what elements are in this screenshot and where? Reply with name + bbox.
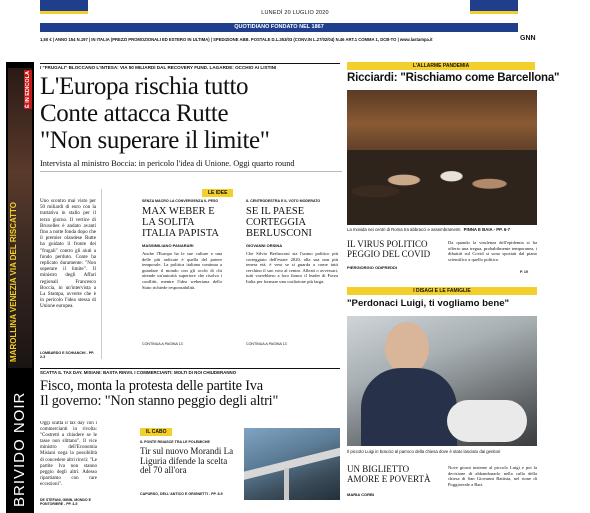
second-byline: DE STEFANI, GIBIN, MONDO E PONTORIERE - PP. 4-5 [40,498,91,506]
second-headline [40,379,342,409]
right1-sub-body: Da quando la virulenza dell'epidemia si ha offerto una tregua, probabilmente temporanea, i dibattiti sul Covid si sono spostati dal piano scientifico a quello politico. [448,240,537,262]
main-headline [40,73,342,154]
main-byline: LOMBARDO E SCHIANCHI - PP. 2-3 [40,351,95,359]
gnn-logo: GNN [520,35,536,42]
right2-label: I DISAGI E LE FAMIGLIE [347,287,537,295]
idee-left-author: MASSIMILIANO PANARARI [142,243,194,248]
masthead-date: LUNEDÌ 20 LUGLIO 2020 [261,10,329,16]
main-headline-line: L'Europa rischia tutto [40,73,249,100]
second-kicker: SCATTA IL TAX DAY. MISIANI: BASTA RINVII. I COMMERCIANTI: MOLTI DI NOI CHIUDERANNO [40,368,340,375]
second-headline-line: Il governo: "Non stanno peggio degli altri" [40,393,279,409]
main-body: Uno scontro mai visto per 50 miliardi di euro con la trattativa in stallo per il terzo giorno. Il vertice di Bruxelles è andato avanti fino a notte fonda dopo che il premier olandese Rutte ha guidato il fronte dei "frugali" contro gli aiuti a fondo perduto. Conte ha replicato duramente: "Non superare il limite". Il ministro degli Affari regionali Francesco Boccia, in un'intervista a La Stampa, avverte che è in pericolo l'idea stessa di Unione europea. [40,198,96,310]
right2-sub-author: MARIA CORBI [347,492,374,497]
priest-body [361,368,457,446]
main-kicker: I "FRUGALI" BLOCCANO L'INTESA: VIA 50 MILIARDI DAL RECOVERY FUND. LAGARDE: OCCHIO AI LISTINI [40,63,340,70]
masthead-motto: QUOTIDIANO FONDATO NEL 1867 [40,23,518,32]
priest-head [385,322,429,374]
cabo-byline: CAPURSO, DELL'ANTICO E GRIGNETTI - PP. 8-9 [140,492,223,496]
right1-caption-credit: PINNA E BAIA - PP. 6-7 [463,227,511,232]
right1-sub-ref: P. 19 [520,270,528,274]
crowd-shape [347,150,537,225]
idee-right-title: SE IL PAESE CORTEGGIA BERLUSCONI [246,206,312,239]
right2-sub-body: Nove giorni insieme al piccolo Luigi e poi la decisione di abbandonarlo nella culla della chiesa di San Giovanni Battista, nel rione di Poggioreale a Bari. [448,465,537,487]
main-headline-line: "Non superare il limite" [40,127,270,154]
cabo-tag: IL PONTE RINASCE TRA LE POLEMICHE [140,440,210,444]
bridge-deck [244,442,340,481]
idee-left-tag: SENZA MACRO LA CONVERGENZA IL PESO [142,199,219,203]
right1-caption-text: La movida nei centri di Roma tra abbracci e assembramenti [347,227,461,232]
idee-right-body: Che Silvio Berlusconi sia l'uomo politico più corteggiato dell'estate 2020, alla sua non più tenera età, è vero se si guarda a come tutti cerchino il suo voto al centro. Alleati o avversari, tutti vorrebbero a loro fianco il leader di Forza Italia per formare una coalizione più larga. [246,251,338,284]
second-body: Oggi scatta il tax day con i commercianti in rivolta: "Costretti a chiudere se le tasse non slittano". Il vice ministro dell'Economia Misiani nega la possibilità di concedere altri rinvii: "Le partite Iva non stanno peggio degli altri. Adesso ripartiamo con rare eccezioni". [40,421,97,487]
cabo-label: IL CABO [140,428,172,436]
idee-left-title: MAX WEBER E LA SOLITA ITALIA PAPISTA [142,206,219,239]
crowd-photo [347,90,537,225]
right2-caption: Il piccolo Luigi in braccio al parroco della chiesa dove è stato lasciato dai genitori [347,449,501,454]
idee-label: LE IDEE [202,189,233,197]
right1-sub-author: PIERGIORGIO ODIFREDDI [347,265,398,270]
right2-headline: "Perdonaci Luigi, ti vogliamo bene" [347,298,510,309]
right2-sub-title: UN BIGLIETTO AMORE E POVERTÀ [347,464,431,484]
main-subhead: Intervista al ministro Boccia: in pericolo l'idea di Unione. Oggi quarto round [40,159,342,172]
sidebar-strip [6,62,34,513]
bridge-pillar [284,468,289,500]
idee-right-more: CONTINUA A PAGINA 13 [246,342,287,346]
right1-label: L'ALLARME PANDEMIA [347,62,535,70]
idee-right-author: GIOVANNI ORSINA [246,243,283,248]
idee-left-more: CONTINUA A PAGINA 13 [142,342,183,346]
sidebar-badge: È IN EDICOLA [25,71,31,108]
right1-sub-title: IL VIRUS POLITICO PEGGIO DEL COVID [347,239,431,259]
idee-box [101,189,341,359]
priest-photo [347,316,537,446]
sidebar-line: MAROLLINA VENEZIA VIA DEL RISCATTO [9,201,18,362]
idee-right-tag: IL CENTRODESTRA E IL VOTO MODERATO [246,199,321,203]
main-headline-line: Conte attacca Rutte [40,100,229,127]
cabo-title: Tir sul nuovo Morandi La Liguria difende la scelta del 70 all'ora [140,446,234,475]
right1-headline: Ricciardi: "Rischiamo come Barcellona" [347,72,560,84]
sidebar-brand: BRIVIDO NOIR [11,391,28,507]
baby [447,400,527,442]
right1-caption [347,227,537,232]
second-headline-line: Fisco, monta la protesta delle partite Iva [40,378,263,394]
masthead-price-line: 1,50 € | ANNO 154 N.197 | IN ITALIA (PREZZI PROMOZIONALI ED ESTERO IN ULTIMA) | SPEDIZIONE ABB. POSTALE D.L.353/03 (CONV.IN L.27/02/04) N.46 ART.1 COMMA 1, DCB-TO | www.lastampa.it [40,37,433,42]
idee-left-body: Anche l'Europa ha le sue culture e una delle più radicate è quella del potere temporale. La politica italiana continua a guardare il mondo con gli occhi di chi attende un'autorità superiore che risolva i conflitti, mentre l'idea weberiana dello Stato richiede responsabilità. [142,251,222,290]
bridge-photo [244,428,340,500]
